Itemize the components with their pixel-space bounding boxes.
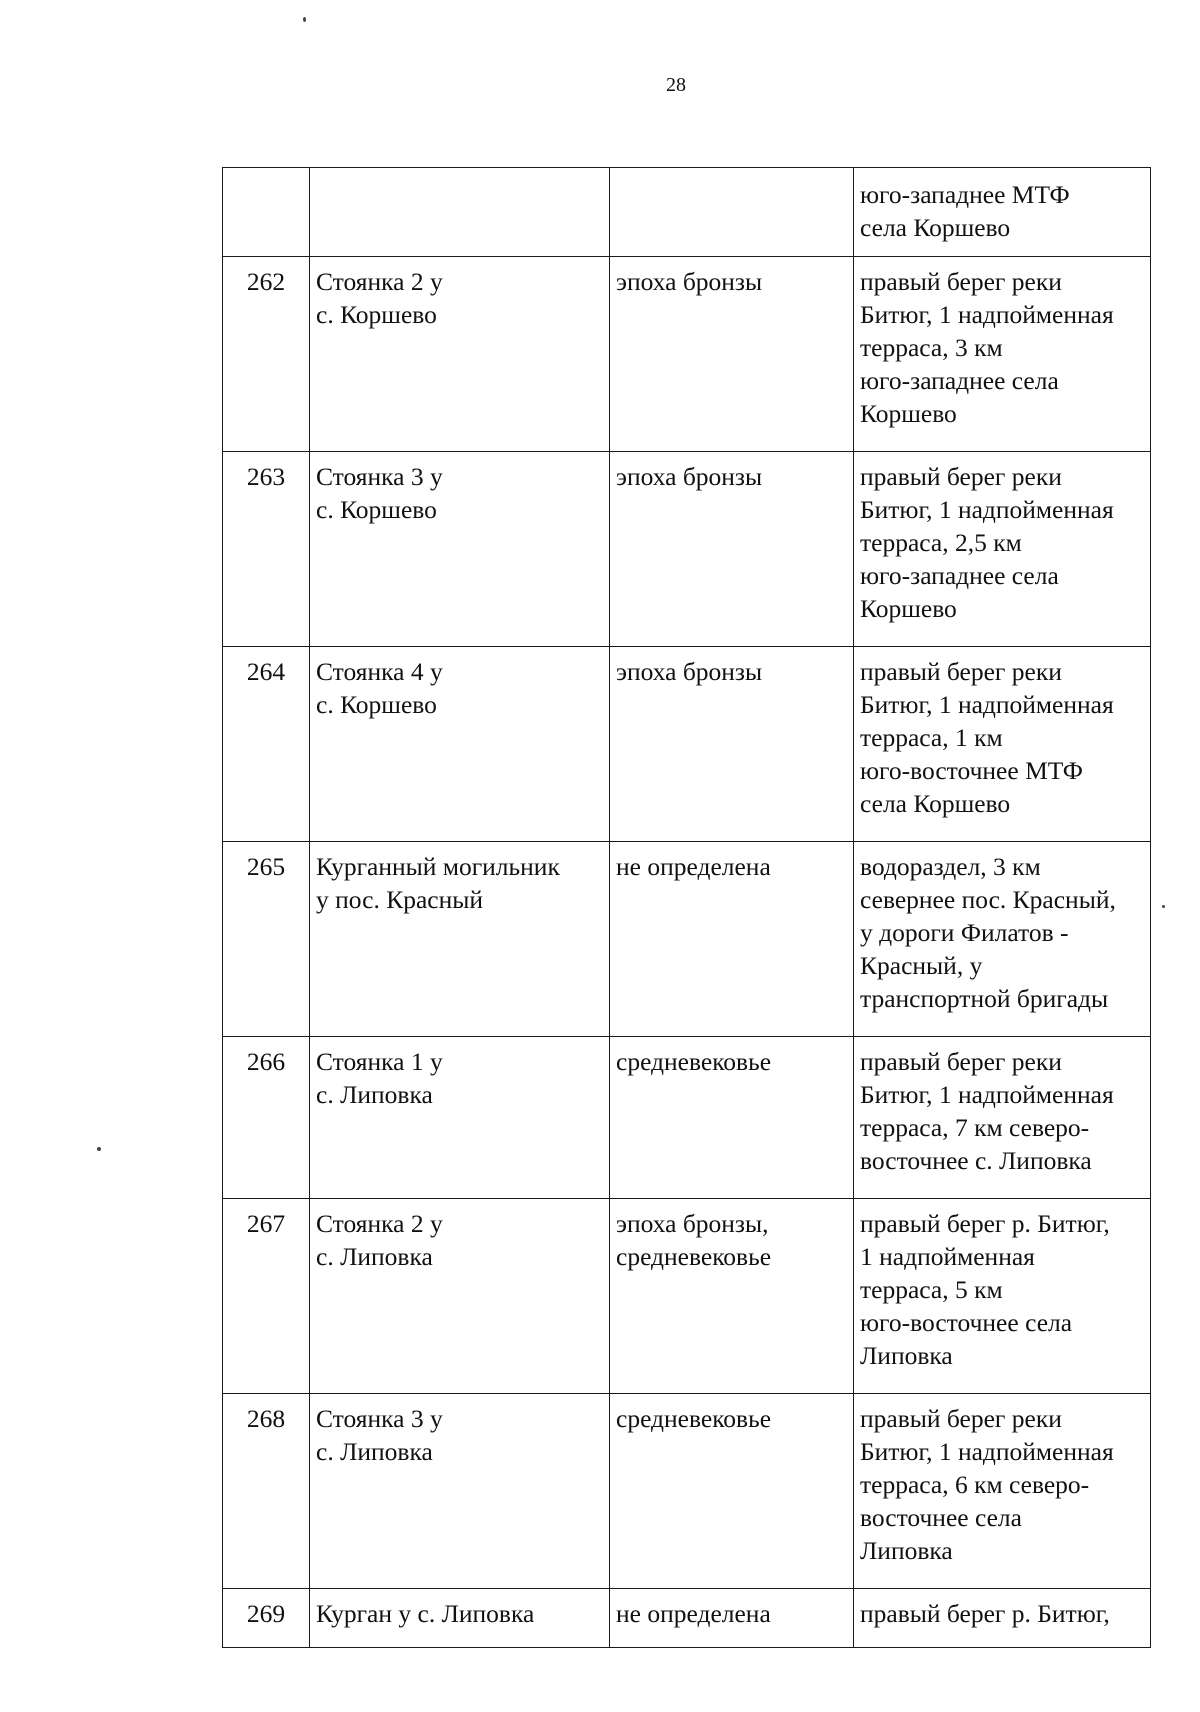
table-row	[223, 1394, 1151, 1589]
cell-date: эпоха бронзы	[610, 257, 854, 452]
scan-speck	[97, 1147, 101, 1151]
table-row	[223, 1589, 1151, 1648]
cell-date: эпоха бронзы	[610, 452, 854, 647]
cell-date: средневековье	[610, 1394, 854, 1589]
cell-location: правый берег реки Битюг, 1 надпойменная терраса, 1 км юго-восточнее МТФ села Коршево	[854, 647, 1151, 842]
scan-speck	[303, 17, 306, 22]
cell-name: Стоянка 2 у с. Коршево	[310, 257, 610, 452]
cell-location: водораздел, 3 км севернее пос. Красный, у дороги Филатов - Красный, у транспортной бригады	[854, 842, 1151, 1037]
monuments-table	[222, 167, 1151, 1648]
cell-date: средневековье	[610, 1037, 854, 1199]
cell-location: правый берег реки Битюг, 1 надпойменная терраса, 6 км северо- восточнее села Липовка	[854, 1394, 1151, 1589]
cell-name: Курган у с. Липовка	[310, 1589, 610, 1648]
scan-speck	[1162, 905, 1165, 908]
cell-location: юго-западнее МТФ села Коршево	[854, 168, 1151, 257]
cell-number: 262	[223, 257, 310, 452]
cell-location: правый берег р. Битюг, 1 надпойменная терраса, 5 км юго-восточнее села Липовка	[854, 1199, 1151, 1394]
cell-date: не определена	[610, 842, 854, 1037]
page-number: 28	[666, 74, 686, 96]
cell-number: 269	[223, 1589, 310, 1648]
table-row	[223, 842, 1151, 1037]
table-row	[223, 257, 1151, 452]
cell-number: 266	[223, 1037, 310, 1199]
table-row	[223, 1037, 1151, 1199]
cell-date	[610, 168, 854, 257]
cell-name: Стоянка 3 у с. Коршево	[310, 452, 610, 647]
cell-number: 265	[223, 842, 310, 1037]
table-row	[223, 452, 1151, 647]
cell-location: правый берег реки Битюг, 1 надпойменная терраса, 7 км северо- восточнее с. Липовка	[854, 1037, 1151, 1199]
cell-date: не определена	[610, 1589, 854, 1648]
cell-date: эпоха бронзы, средневековье	[610, 1199, 854, 1394]
table-row	[223, 1199, 1151, 1394]
cell-name: Стоянка 1 у с. Липовка	[310, 1037, 610, 1199]
cell-name: Стоянка 2 у с. Липовка	[310, 1199, 610, 1394]
table-row	[223, 647, 1151, 842]
cell-name: Стоянка 3 у с. Липовка	[310, 1394, 610, 1589]
cell-number: 264	[223, 647, 310, 842]
cell-location: правый берег р. Битюг,	[854, 1589, 1151, 1648]
cell-number: 267	[223, 1199, 310, 1394]
cell-location: правый берег реки Битюг, 1 надпойменная терраса, 2,5 км юго-западнее села Коршево	[854, 452, 1151, 647]
cell-number	[223, 168, 310, 257]
cell-name: Стоянка 4 у с. Коршево	[310, 647, 610, 842]
cell-location: правый берег реки Битюг, 1 надпойменная терраса, 3 км юго-западнее села Коршево	[854, 257, 1151, 452]
cell-number: 263	[223, 452, 310, 647]
cell-name	[310, 168, 610, 257]
cell-name: Курганный могильник у пос. Красный	[310, 842, 610, 1037]
table-row-continued	[223, 168, 1151, 257]
cell-number: 268	[223, 1394, 310, 1589]
cell-date: эпоха бронзы	[610, 647, 854, 842]
